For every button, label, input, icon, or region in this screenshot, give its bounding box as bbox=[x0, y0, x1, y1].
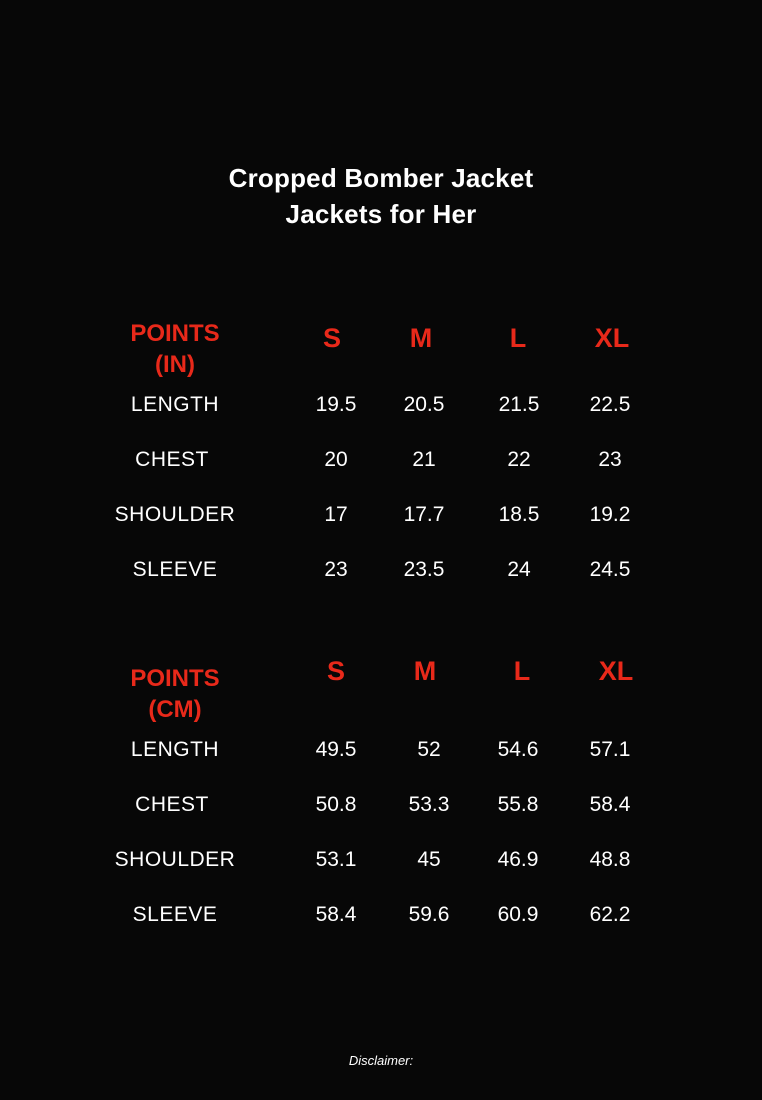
value-cell: 54.6 bbox=[497, 738, 539, 761]
value-cell: 57.1 bbox=[589, 738, 631, 761]
row-label-length: LENGTH bbox=[130, 738, 220, 761]
row-label-sleeve: SLEEVE bbox=[132, 558, 218, 581]
value-cell: 58.4 bbox=[315, 903, 357, 926]
value-cell: 18.5 bbox=[498, 503, 540, 526]
value-cell: 52 bbox=[417, 738, 441, 761]
value-cell: 45 bbox=[417, 848, 441, 871]
row-label-chest: CHEST bbox=[135, 448, 209, 471]
value-cell: 53.3 bbox=[408, 793, 450, 816]
value-cell: 59.6 bbox=[408, 903, 450, 926]
row-label-shoulder: SHOULDER bbox=[114, 503, 236, 526]
value-cell: 50.8 bbox=[315, 793, 357, 816]
points-header-line1: POINTS bbox=[130, 665, 220, 692]
size-header-l: L bbox=[513, 656, 531, 686]
size-header-s: S bbox=[322, 323, 342, 353]
value-cell: 19.5 bbox=[315, 393, 357, 416]
value-cell: 21 bbox=[412, 448, 436, 471]
value-cell: 22 bbox=[507, 448, 531, 471]
row-label-length: LENGTH bbox=[130, 393, 220, 416]
size-header-xl: XL bbox=[594, 323, 630, 353]
value-cell: 22.5 bbox=[589, 393, 631, 416]
size-header-xl: XL bbox=[598, 656, 634, 686]
value-cell: 46.9 bbox=[497, 848, 539, 871]
size-header-m: M bbox=[409, 323, 433, 353]
value-cell: 53.1 bbox=[315, 848, 357, 871]
row-label-chest: CHEST bbox=[135, 793, 209, 816]
value-cell: 24.5 bbox=[589, 558, 631, 581]
value-cell: 55.8 bbox=[497, 793, 539, 816]
value-cell: 20.5 bbox=[403, 393, 445, 416]
value-cell: 48.8 bbox=[589, 848, 631, 871]
size-header-l: L bbox=[509, 323, 527, 353]
value-cell: 62.2 bbox=[589, 903, 631, 926]
value-cell: 49.5 bbox=[315, 738, 357, 761]
value-cell: 21.5 bbox=[498, 393, 540, 416]
points-header-line1: POINTS bbox=[130, 320, 220, 347]
points-header bbox=[130, 318, 219, 380]
size-header-m: M bbox=[413, 656, 437, 686]
row-label-shoulder: SHOULDER bbox=[114, 848, 236, 871]
page-title: Cropped Bomber Jacket bbox=[228, 163, 534, 193]
points-header bbox=[130, 663, 219, 725]
value-cell: 58.4 bbox=[589, 793, 631, 816]
points-header-unit: (IN) bbox=[155, 351, 195, 378]
value-cell: 23 bbox=[324, 558, 348, 581]
value-cell: 24 bbox=[507, 558, 531, 581]
page-subtitle: Jackets for Her bbox=[285, 199, 477, 229]
value-cell: 23 bbox=[598, 448, 622, 471]
value-cell: 17.7 bbox=[403, 503, 445, 526]
size-header-s: S bbox=[326, 656, 346, 686]
value-cell: 20 bbox=[324, 448, 348, 471]
value-cell: 19.2 bbox=[589, 503, 631, 526]
disclaimer-text: Disclaimer: bbox=[348, 1053, 414, 1068]
points-header-unit: (CM) bbox=[148, 696, 202, 723]
value-cell: 17 bbox=[324, 503, 348, 526]
value-cell: 23.5 bbox=[403, 558, 445, 581]
value-cell: 60.9 bbox=[497, 903, 539, 926]
row-label-sleeve: SLEEVE bbox=[132, 903, 218, 926]
